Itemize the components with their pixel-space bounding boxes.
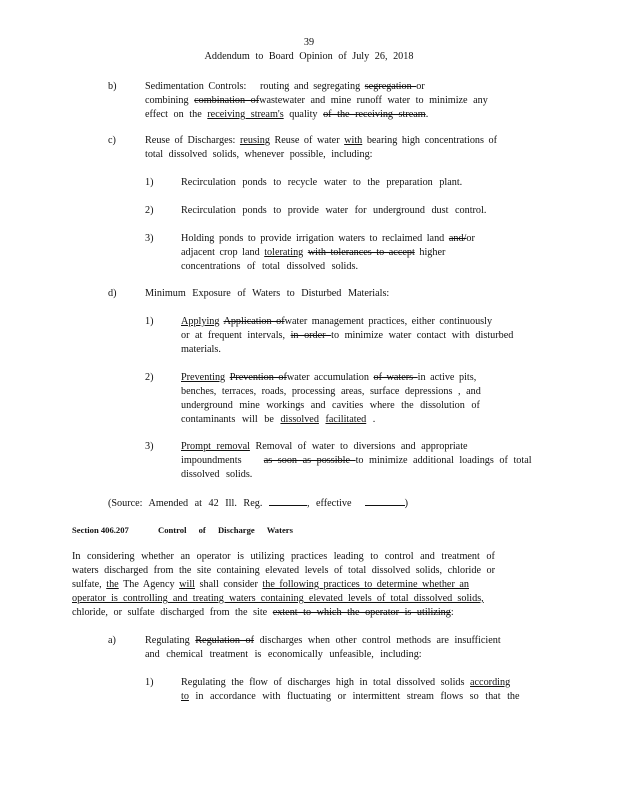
inserted-text: according [470,677,511,688]
list-item-line1: Holding ponds to provide irrigation waters to reclaimed land and/or [181,233,475,244]
paragraph-b-line1: Sedimentation Controls: routing and segregating segregation or [145,81,425,92]
paragraph-a-line1: Regulating Regulation of discharges when other control methods are insufficient [145,635,501,646]
deleted-text: of the receiving stream [323,109,426,120]
list-item-line2: to in accordance with fluctuating or intermittent stream flows so that the [181,691,520,702]
blank-effective-date [365,495,405,506]
paragraph-b-line3: effect on the receiving stream's quality of the receiving stream. [145,109,429,120]
item-number: 2) [145,205,154,216]
section-title: Control of Discharge Waters [158,525,293,535]
inserted-text: Preventing [181,372,226,383]
item-label-a: a) [108,635,116,646]
list-item-line2: impoundments as soon as possible to minimize additional loadings of total [181,455,532,466]
page-number: 39 [303,37,315,48]
intro-line3: sulfate, the The Agency will shall consider the following practices to determine whether an [72,579,470,590]
section-number: Section 406.207 [72,525,129,535]
list-item-line1: Regulating the flow of discharges high in total dissolved solids according [181,677,511,688]
list-item-line2: or at frequent intervals, in order to minimize water contact with disturbed [181,330,514,341]
deleted-text: as soon as possible [263,455,356,466]
deleted-text: segregation [364,81,417,92]
paragraph-c-line1: Reuse of Discharges: reusing Reuse of water with bearing high concentrations of [145,135,498,146]
inserted-text: facilitated [325,414,367,425]
item-number: 3) [145,233,154,244]
intro-line2: waters discharged from the site containing elevated levels of total dissolved solids, chloride or [72,565,496,576]
inserted-text: reusing [239,135,270,146]
blank-reg-number [269,495,307,506]
list-item-line1: Applying Application ofwater management practices, either continuously [181,316,493,327]
item-number: 3) [145,441,154,452]
deleted-text: in order [290,330,332,341]
inserted-text: to [181,691,189,702]
inserted-text: Prompt removal [181,441,250,452]
inserted-text: receiving stream's [207,109,284,120]
deleted-text: Application of [223,316,285,327]
deleted-text: and/ [448,233,467,244]
intro-line1: In considering whether an operator is utilizing practices leading to control and treatment of [72,551,495,562]
intro-line5: chloride, or sulfate discharged from the site extent to which the operator is utilizing: [72,607,454,618]
list-item-line3: concentrations of total dissolved solids. [181,261,358,272]
deleted-text: extent to which the operator is utilizing [272,607,451,618]
deleted-text: combination of [194,95,260,106]
inserted-text: the [106,579,119,590]
list-item-line3: underground mine workings and cavities where the dissolution of [181,400,480,411]
deleted-text: Regulation of [195,635,255,646]
list-item-line3: materials. [181,344,221,355]
inserted-text: Applying [181,316,220,327]
deleted-text: Prevention of [229,372,287,383]
list-item-line2: adjacent crop land tolerating with tolerances to accept higher [181,247,446,258]
inserted-text: tolerating [264,247,304,258]
item-number: 1) [145,316,154,327]
heading-minimum-exposure: Minimum Exposure of Waters to Disturbed Materials: [145,288,390,299]
deleted-text: with tolerances to accept [307,247,415,258]
paragraph-b-line2: combining combination ofwastewater and mine runoff water to minimize any [145,95,488,106]
item-number: 1) [145,677,154,688]
inserted-text: dissolved [280,414,319,425]
source-note: (Source: Amended at 42 Ill. Reg. , effective ) [108,495,408,511]
deleted-text: of waters [373,372,418,383]
intro-line4: operator is controlling and treating waters containing elevated levels of total dissolved solids, [72,593,484,604]
list-item-line4: contaminants will be dissolved facilitated . [181,414,376,425]
heading-sedimentation: Sedimentation Controls: [145,81,247,92]
inserted-text: will [179,579,195,590]
item-label-d: d) [108,288,117,299]
inserted-text: with [344,135,363,146]
paragraph-c-line2: total dissolved solids, whenever possible, including: [145,149,373,160]
list-item-line1: Preventing Prevention ofwater accumulation of waters in active pits, [181,372,477,383]
list-item-text: Recirculation ponds to recycle water to the preparation plant. [181,177,463,188]
item-number: 1) [145,177,154,188]
page-title: Addendum to Board Opinion of July 26, 2018 [204,51,414,62]
paragraph-a-line2: and chemical treatment is economically unfeasible, including: [145,649,422,660]
item-label-b: b) [108,81,117,92]
list-item-line1: Prompt removal Removal of water to diversions and appropriate [181,441,468,452]
inserted-text: the following practices to determine whether an [262,579,470,590]
item-number: 2) [145,372,154,383]
item-label-c: c) [108,135,116,146]
list-item-line3: dissolved solids. [181,469,253,480]
list-item-text: Recirculation ponds to provide water for underground dust control. [181,205,487,216]
list-item-line2: benches, terraces, roads, processing areas, surface depressions , and [181,386,481,397]
